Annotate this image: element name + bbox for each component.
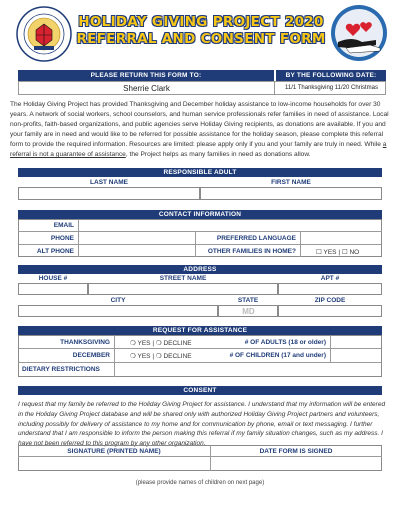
phone-field[interactable] xyxy=(79,232,194,243)
house-number-label: HOUSE # xyxy=(38,275,68,282)
address-header: ADDRESS xyxy=(18,265,382,274)
last-name-field[interactable] xyxy=(18,187,200,200)
apt-number-field[interactable] xyxy=(278,283,382,295)
street-name-label: STREET NAME xyxy=(159,275,207,282)
title-line-2: REFERRAL AND CONSENT FORM xyxy=(76,31,326,47)
signature-label: SIGNATURE (PRINTED NAME) xyxy=(67,448,161,455)
return-by-value: 11/1 Thanksgiving 11/20 Christmas xyxy=(284,85,379,91)
intro-text: The Holiday Giving Project has provided Thanksgiving and December holiday assistance to low-income households for over 30 years. A network of social workers, school counselors, and human service professionals refer families in need of assistance. Local non-profits, faith-based organizations, and public agencies serve Holiday Giving recipients, as donations are available. If you and your family are in need and would like to be referred for possible assistance for the holiday season, please complete this referral form to provide the required information. Resources are limited: please apply only if you and your family are truly in need. While xyxy=(10,101,389,148)
date-signed-label: DATE FORM IS SIGNED xyxy=(259,448,333,455)
intro-paragraph xyxy=(10,100,392,160)
house-number-field[interactable] xyxy=(18,283,88,295)
december-label: DECEMBER xyxy=(72,352,110,359)
state-field[interactable] xyxy=(218,305,278,317)
date-signed-field[interactable] xyxy=(211,457,381,470)
responsible-adult-header: RESPONSIBLE ADULT xyxy=(18,168,382,177)
return-values-row xyxy=(18,81,386,95)
consent-header: CONSENT xyxy=(18,386,382,395)
last-name-label: LAST NAME xyxy=(90,179,128,186)
county-seal-icon xyxy=(16,6,72,62)
state-value: MD xyxy=(242,307,255,316)
zip-code-field[interactable] xyxy=(278,305,382,317)
email-label: EMAIL xyxy=(53,222,74,229)
contact-info-header: CONTACT INFORMATION xyxy=(18,210,382,219)
december-yes-decline[interactable]: ❍ YES | ❍ DECLINE xyxy=(130,353,192,360)
adults-count-field[interactable] xyxy=(331,336,381,347)
hands-hearts-logo-icon xyxy=(330,4,388,62)
city-label: CITY xyxy=(110,297,126,304)
city-field[interactable] xyxy=(18,305,218,317)
adults-count-label: # OF ADULTS (18 or older) xyxy=(244,339,326,346)
other-families-yes-no[interactable]: ☐ YES | ☐ NO xyxy=(316,249,360,256)
first-name-field[interactable] xyxy=(200,187,382,200)
signature-field[interactable] xyxy=(19,457,209,470)
dietary-restrictions-field[interactable] xyxy=(115,363,381,376)
preferred-language-field[interactable] xyxy=(301,232,381,243)
children-count-field[interactable] xyxy=(331,349,381,361)
return-to-header: PLEASE RETURN THIS FORM TO: xyxy=(18,70,274,81)
apt-number-label: APT # xyxy=(320,275,340,282)
thanksgiving-yes-decline[interactable]: ❍ YES | ❍ DECLINE xyxy=(130,340,192,347)
return-by-header: BY THE FOLLOWING DATE: xyxy=(276,70,386,81)
dietary-restrictions-label: DIETARY RESTRICTIONS xyxy=(22,366,100,373)
preferred-language-label: PREFERRED LANGUAGE xyxy=(216,235,296,242)
form-title xyxy=(76,14,326,48)
thanksgiving-label: THANKSGIVING xyxy=(60,339,110,346)
alt-phone-label: ALT PHONE xyxy=(36,248,74,255)
first-name-label: FIRST NAME xyxy=(271,179,311,186)
email-field[interactable] xyxy=(79,220,381,230)
intro-underlined: a referral is not a guarantee of assistance xyxy=(10,141,387,158)
return-header-row xyxy=(18,70,386,81)
request-divider xyxy=(18,348,382,349)
title-line-1: HOLIDAY GIVING PROJECT 2020 xyxy=(78,14,324,30)
consent-text: I request that my family be referred to the Holiday Giving Project for assistance. I understand that my information will be entered in the Holiday Giving Project database and will be shared only with authorized Holiday Giving Project partners and volunteers, including possibly for delivery of assistance to my home and for communication by phone, email or text messaging. I further understand that I am responsible to inform the person making this referral if my family situation changes, such as my address. I have not been referred to this program by any other organization. xyxy=(18,401,386,448)
intro-text-end: , the Project helps as many families in need as donations allow. xyxy=(125,151,311,158)
children-count-label: # OF CHILDREN (17 and under) xyxy=(229,352,326,359)
phone-label: PHONE xyxy=(50,235,74,242)
form-header xyxy=(0,0,400,66)
alt-phone-field[interactable] xyxy=(79,245,194,256)
request-assistance-header: REQUEST FOR ASSISTANCE xyxy=(18,326,382,335)
footer-note: (please provide names of children on next page) xyxy=(135,480,265,486)
street-name-field[interactable] xyxy=(88,283,278,295)
zip-code-label: ZIP CODE xyxy=(314,297,346,304)
contact-divider xyxy=(18,244,382,245)
state-label: STATE xyxy=(237,297,259,304)
return-to-value: Sherrie Clark xyxy=(19,82,275,95)
other-families-label: OTHER FAMILIES IN HOME? xyxy=(207,248,296,255)
